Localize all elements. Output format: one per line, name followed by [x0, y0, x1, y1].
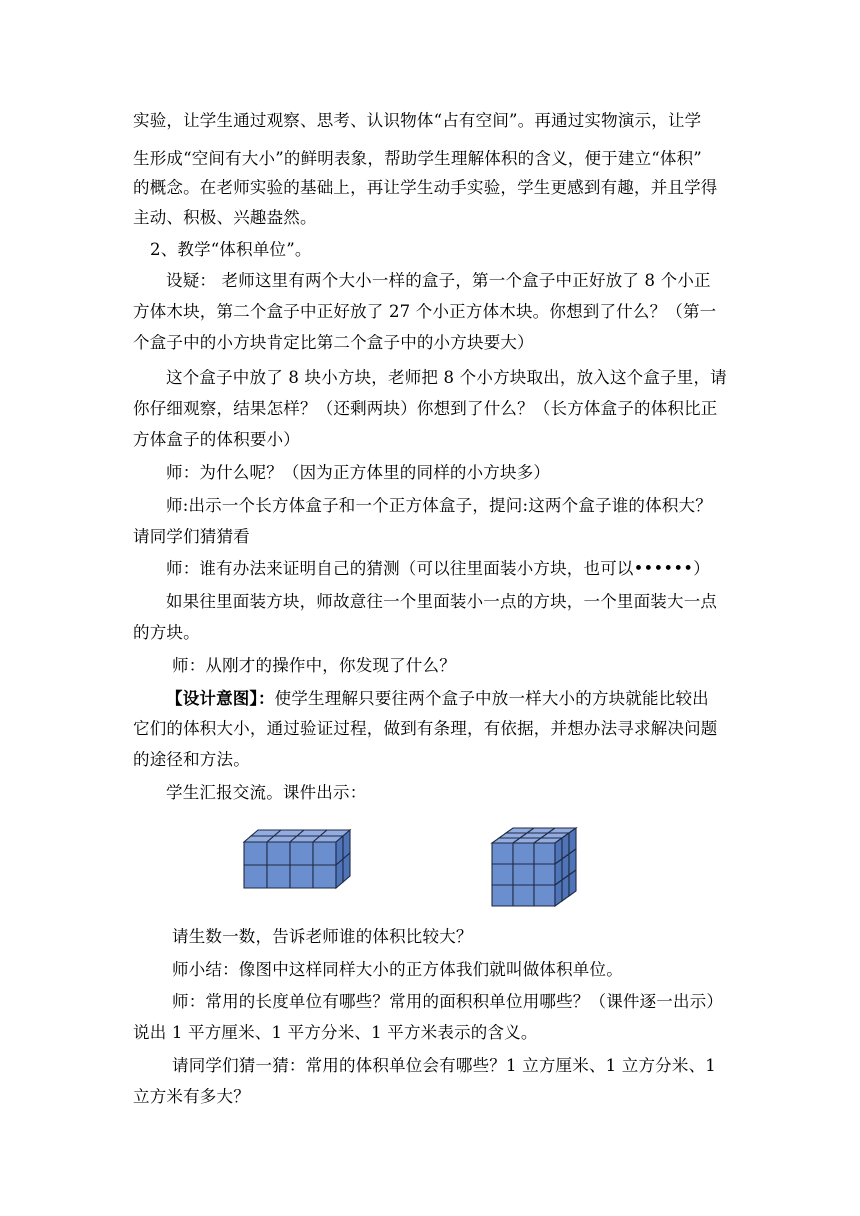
paragraph-line: 说出 1 平方厘米、1 平方分米、1 平方米表示的含义。 [133, 1023, 538, 1042]
paragraph-line: 请生数一数，告诉老师谁的体积比较大？ [172, 927, 473, 946]
unit-cube-front-face [267, 842, 290, 865]
cuboid-figure [240, 824, 380, 910]
unit-cube-front-face [313, 842, 336, 865]
paragraph-line: 它们的体积大小，通过验证过程，做到有条理，有依据，并想办法寻求解决问题 [133, 719, 718, 738]
paragraph-line: 师：为什么呢？（因为正方体里的同样的小方块多） [166, 463, 551, 482]
paragraph-line: 的方块。 [133, 623, 200, 642]
unit-cube-front-face [244, 865, 267, 888]
paragraph-line: 师：从刚才的操作中，你发现了什么？ [172, 656, 456, 675]
design-intent-text: 使学生理解只要往两个盒子中放一样大小的方块就能比较出 [274, 689, 709, 708]
unit-cube-front-face [534, 864, 555, 885]
paragraph-line: 设疑： 老师这里有两个大小一样的盒子，第一个盒子中正好放了 8 个小正 [166, 271, 711, 290]
unit-cube-side-face [562, 875, 569, 901]
paragraph-line: 的途径和方法。 [133, 750, 250, 769]
unit-cube-front-face [492, 885, 513, 906]
paragraph-line: 立方米有多大？ [133, 1087, 250, 1106]
unit-cube-front-face [267, 865, 290, 888]
section-heading: 2、教学“体积单位”。 [150, 240, 312, 259]
paragraph-line: 请同学们猜一猜：常用的体积单位会有哪些？1 立方厘米、1 立方分米、1 [172, 1056, 716, 1075]
unit-cube-front-face [513, 864, 534, 885]
paragraph-line: 方体木块，第二个盒子中正好放了 27 个小正方体木块。你想到了什么？（第一 [133, 302, 717, 321]
paragraph-line: 方体盒子的体积要小） [133, 430, 300, 449]
paragraph-line: 请同学们猜猜看 [133, 527, 250, 546]
design-intent-label: 【设计意图】： [166, 689, 275, 708]
unit-cube-front-face [290, 865, 313, 888]
design-intent-line [166, 689, 709, 709]
unit-cube-front-face [290, 842, 313, 865]
paragraph-line: 的概念。在老师实验的基础上，再让学生动手实验，学生更感到有趣，并且学得 [133, 178, 718, 197]
unit-cube-front-face [492, 843, 513, 864]
paragraph-line: 师：谁有办法来证明自己的猜测（可以往里面装小方块，也可以••••••） [166, 559, 710, 578]
paragraph-line: 学生汇报交流。课件出示： [166, 783, 367, 802]
paragraph-line: 你仔细观察，结果怎样？（还剩两块）你想到了什么？（长方体盒子的体积比正 [133, 399, 718, 418]
unit-cube-side-face [555, 880, 562, 906]
unit-cube-side-face [569, 870, 576, 896]
paragraph-line: 这个盒子中放了 8 块小方块，老师把 8 个小方块取出，放入这个盒子里，请 [166, 368, 727, 387]
paragraph-line: 主动、积极、兴趣盎然。 [133, 208, 317, 227]
unit-cube-front-face [513, 843, 534, 864]
cube-figure [488, 822, 588, 912]
unit-cube-front-face [492, 864, 513, 885]
unit-cube-front-face [534, 885, 555, 906]
unit-cube-front-face [313, 865, 336, 888]
paragraph-line: 个盒子中的小方块肯定比第二个盒子中的小方块要大） [133, 333, 534, 352]
unit-cube-front-face [534, 843, 555, 864]
paragraph-line: 如果往里面装方块，师故意往一个里面装小一点的方块，一个里面装大一点 [166, 592, 718, 611]
paragraph-line: 师：常用的长度单位有哪些？常用的面积积单位用哪些？（课件逐一出示） [172, 992, 724, 1011]
paragraph-line: 师:出示一个长方体盒子和一个正方体盒子，提问:这两个盒子谁的体积大？ [166, 496, 712, 515]
paragraph-line: 师小结：像图中这样同样大小的正方体我们就叫做体积单位。 [172, 960, 623, 979]
paragraph-line: 生形成“空间有大小”的鲜明表象，帮助学生理解体积的含义，便于建立“体积” [133, 149, 702, 168]
unit-cube-front-face [513, 885, 534, 906]
unit-cube-front-face [244, 842, 267, 865]
paragraph-line: 实验，让学生通过观察、思考、认识物体“占有空间”。再通过实物演示，让学 [133, 111, 702, 130]
